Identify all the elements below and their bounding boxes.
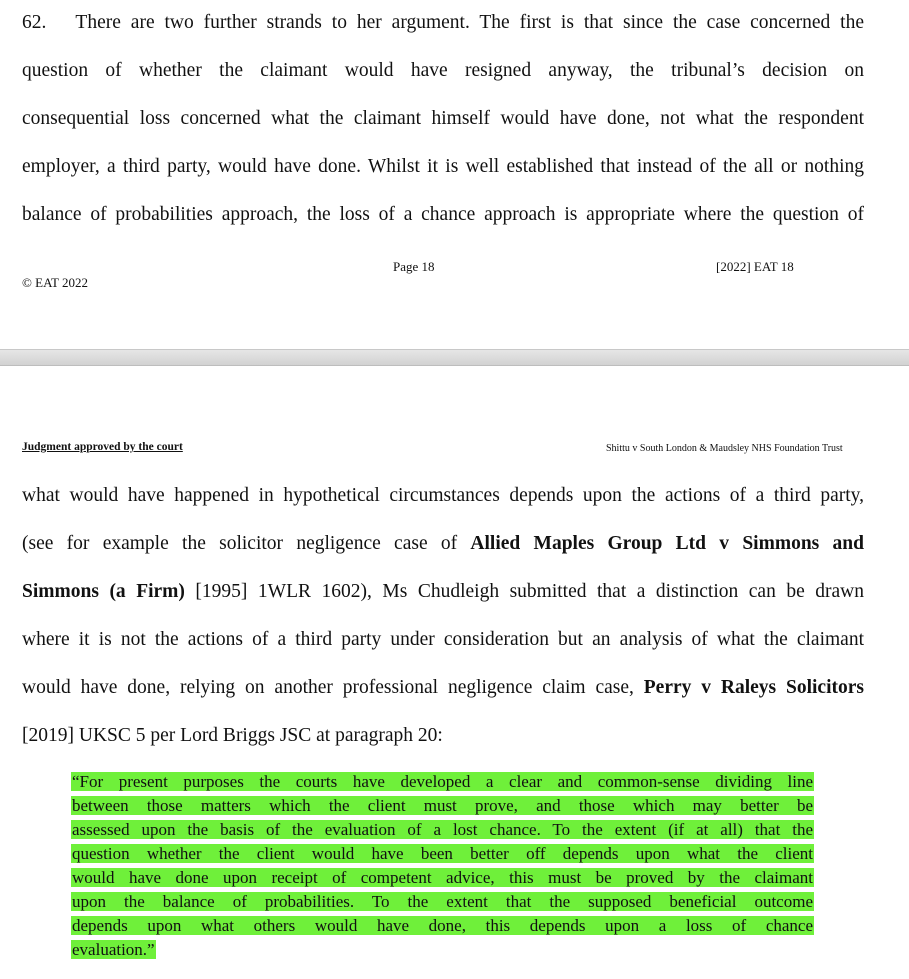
quote-line: “For present purposes the courts have developed a clear and common-sense dividing line [72,772,813,791]
paragraph-line [22,675,864,701]
paragraph-line: consequential loss concerned what the claimant himself would have done, not what the respondent [22,108,864,129]
page-separator [0,349,909,366]
running-header-left: Judgment approved by the court [22,441,183,453]
quote-line: upon the balance of probabilities. To the extent that the supposed beneficial outcome [72,892,813,911]
paragraph-line: question of whether the claimant would have resigned anyway, the tribunal’s decision on [22,60,864,81]
text-run: [1995] 1WLR 1602), Ms Chudleigh submitted that a distinction can be drawn [184,581,864,602]
paragraph-line [22,531,864,557]
quote-line: depends upon what others would have done, this depends upon a loss of chance [72,916,813,935]
paragraph-line: 62. There are two further strands to her argument. The first is that since the case concerned the [22,12,864,33]
case-name: Perry v Raleys Solicitors [643,677,864,698]
running-header-right: Shittu v South London & Maudsley NHS Foundation Trust [606,443,843,454]
page-number: Page 18 [393,259,435,274]
copyright-notice: © EAT 2022 [22,275,88,290]
quote-line: question whether the client would have been better off depends upon what the client [72,844,813,863]
quote-line: evaluation.” [72,940,155,959]
quote-line: between those matters which the client must prove, and those which may better be [72,796,813,815]
paragraph-line: where it is not the actions of a third party under consideration but an analysis of what the claimant [22,629,864,650]
neutral-citation: [2022] EAT 18 [716,259,794,274]
quote-line: would have done upon receipt of competent advice, this must be proved by the claimant [72,868,813,887]
text-run: (see for example the solicitor negligence case of [22,533,471,554]
paragraph-line [22,579,864,605]
text-run: would have done, relying on another professional negligence claim case, [22,677,644,698]
case-name: Allied Maples Group Ltd v Simmons and [470,533,864,554]
paragraph-line: what would have happened in hypothetical circumstances depends upon the actions of a third party, [22,485,864,506]
paragraph-line: balance of probabilities approach, the loss of a chance approach is appropriate where the question of [22,204,864,225]
case-name: Simmons (a Firm) [22,581,185,602]
paragraph-line: [2019] UKSC 5 per Lord Briggs JSC at paragraph 20: [22,725,443,746]
paragraph-line: employer, a third party, would have done. Whilst it is well established that instead of the all or nothing [22,156,864,177]
quote-line: assessed upon the basis of the evaluation of a lost chance. To the extent (if at all) that the [72,820,813,839]
